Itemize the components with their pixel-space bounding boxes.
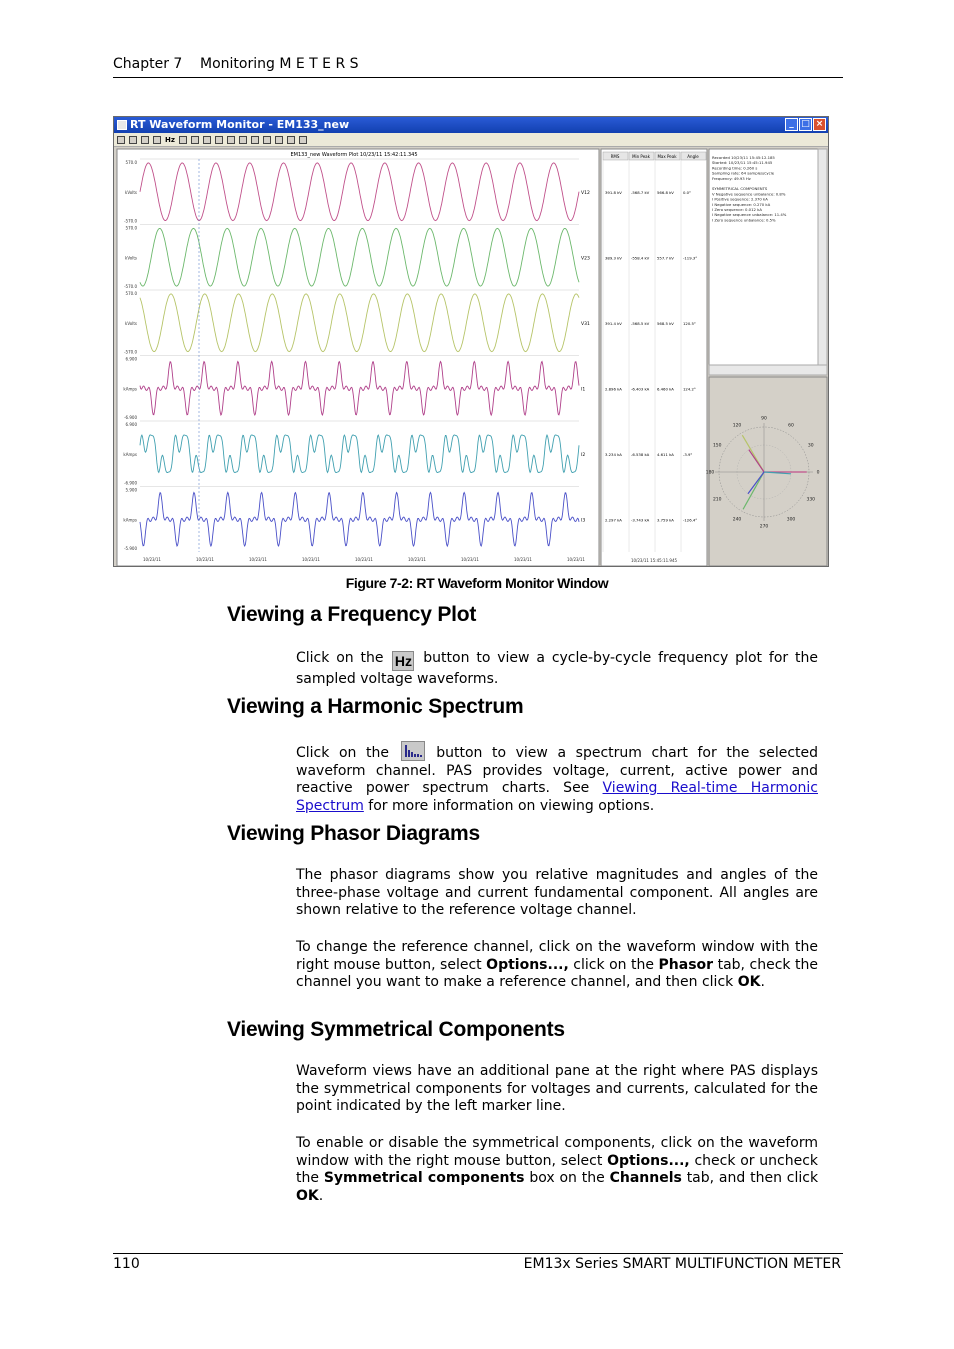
phasor-paragraph-1: The phasor diagrams show you relative magnitudes and angles of the three-phase voltage and current fundamental component. All angles are shown relative to the reference voltage channel. — [296, 867, 818, 919]
axis-unit-label: kVolts — [125, 189, 137, 195]
channel-label: V23 — [581, 256, 590, 262]
play-icon[interactable] — [263, 136, 271, 144]
table-footer-label: 10/23/11 15:45:11.945 — [630, 558, 678, 563]
axis-bottom-label: -6.900 — [124, 480, 137, 486]
waveform-plot-area — [114, 147, 829, 567]
stop-icon[interactable] — [275, 136, 283, 144]
page-number: 110 — [113, 1256, 140, 1272]
axis-bottom-label: -570.0 — [124, 218, 137, 224]
time-axis-label: 10/23/11 — [196, 557, 214, 562]
table-cell: 391.4 kV — [605, 320, 622, 326]
table-icon[interactable] — [117, 136, 125, 144]
symmetrical-paragraph-1: Waveform views have an additional pane at the right where PAS displays the symmetrical components for voltages and currents, calculated for the point indicated by the left marker line. — [296, 1063, 818, 1115]
table-cell: -3.743 kA — [631, 517, 650, 523]
table-cell: -126.4° — [683, 517, 698, 523]
grid-icon[interactable] — [129, 136, 137, 144]
phasor-angle-label: 240 — [732, 517, 742, 523]
marker-icon[interactable] — [227, 136, 235, 144]
table-cell: 6.460 kA — [657, 386, 674, 392]
table-cell: 3.759 kA — [657, 517, 674, 523]
table-cell: 2.896 kA — [605, 386, 622, 392]
channel-label: I2 — [581, 452, 586, 458]
table-cell: 120.5° — [683, 320, 696, 326]
info-line: I Zero sequence unbalance: 0.5% — [712, 217, 776, 223]
hz-button-icon: Hz — [392, 651, 414, 671]
axis-top-label: 6.900 — [125, 422, 137, 427]
channel-label: I3 — [581, 518, 586, 524]
axis-bottom-label: -570.0 — [124, 349, 137, 355]
axis-unit-label: kVolts — [125, 255, 137, 261]
phasor-angle-label: 0 — [816, 470, 820, 476]
channel-label: V12 — [581, 190, 590, 196]
zoom-out-icon[interactable] — [215, 136, 223, 144]
table-cell: -119.3° — [683, 255, 698, 261]
info-line: Recording time: 0.260 s — [712, 165, 758, 171]
window-toolbar — [114, 133, 828, 147]
frequency-hz-button[interactable]: Hz — [165, 135, 175, 144]
table-cell: -6.538 kA — [631, 451, 650, 457]
window-title: RT Waveform Monitor - EM133_new — [130, 118, 350, 131]
table-cell: -568.7 kV — [631, 189, 650, 195]
time-axis-label: 10/23/11 — [461, 557, 479, 562]
chapter-title: Monitoring M E T E R S — [200, 56, 359, 72]
table-header-label: Angle — [687, 154, 699, 159]
minimize-button[interactable]: _ — [785, 118, 798, 131]
phasor-angle-label: 90 — [761, 416, 767, 422]
table-cell: 557.7 kV — [657, 255, 674, 261]
harmonic-spectrum-link[interactable]: Viewing Real-time Harmonic Spectrum — [296, 780, 818, 814]
axis-unit-label: kAmps — [123, 386, 137, 392]
axis-top-label: 570.0 — [125, 225, 137, 231]
table-cell: 568.5 kV — [657, 320, 674, 326]
page-footer — [113, 1253, 843, 1275]
phasor-angle-label: 330 — [806, 497, 816, 503]
time-axis-label: 10/23/11 — [143, 557, 161, 562]
chapter-label: Chapter 7 — [113, 56, 183, 72]
table-cell: 0.0° — [683, 189, 691, 195]
info-line: Sampling rate: 64 samples/cycle — [712, 170, 775, 176]
table-cell: 3.234 kA — [605, 451, 622, 457]
table-cell: -558.4 kV — [631, 255, 650, 261]
harmonic-paragraph: Click on the button to view a spectrum chart for the selected waveform channel. PAS provides voltage, current, active power and reactive power spectrum charts. See Viewing Real-time Harmonic Spectrum for more information on viewing options. — [296, 741, 818, 815]
table-cell: -6.403 kA — [631, 386, 650, 392]
spectrum-button-icon — [401, 741, 425, 761]
frequency-paragraph: Click on the Hz button to view a cycle-by-cycle frequency plot for the sampled voltage waveforms. — [296, 650, 818, 687]
info-line: Started: 10/23/11 15:45:11.945 — [712, 160, 773, 166]
axis-unit-label: kVolts — [125, 320, 137, 326]
heading-phasor-diagrams: Viewing Phasor Diagrams — [227, 822, 480, 845]
close-button[interactable]: × — [813, 118, 826, 131]
axis-bottom-label: -570.0 — [124, 284, 137, 289]
maximize-button[interactable]: □ — [799, 118, 812, 131]
phasor-angle-label: 210 — [712, 497, 722, 503]
table-cell: 389.3 kV — [605, 255, 622, 261]
window-titlebar — [114, 117, 828, 133]
axis-top-label: 570.0 — [125, 291, 137, 296]
channels-icon[interactable] — [179, 136, 187, 144]
overlap-icon[interactable] — [191, 136, 199, 144]
axis-top-label: 5.900 — [125, 487, 137, 493]
zoom-in-icon[interactable] — [203, 136, 211, 144]
app-icon — [117, 120, 127, 130]
previous-icon[interactable] — [239, 136, 247, 144]
table-cell: 4.611 kA — [657, 451, 674, 457]
info-line: I Zero sequence: 0.012 kA — [712, 207, 762, 212]
symmetrical-paragraph-2: To enable or disable the symmetrical components, click on the waveform window with the right mouse button, select Options..., check or uncheck the Symmetrical components box on the Channels tab, and then click OK. — [296, 1135, 819, 1204]
heading-frequency-plot: Viewing a Frequency Plot — [227, 603, 477, 626]
time-axis-label: 10/23/11 — [514, 557, 532, 562]
phasor-paragraph-2: To change the reference channel, click on the waveform window with the right mouse button, select Options..., click on the Phasor tab, check the channel you want to make a reference channel, and then click OK. — [296, 939, 818, 991]
time-axis-label: 10/23/11 — [249, 557, 267, 562]
phasor-angle-label: 300 — [786, 517, 796, 523]
time-axis-label: 10/23/11 — [355, 557, 373, 562]
table-cell: 2.297 kA — [605, 517, 622, 523]
table-cell: 124.2° — [683, 386, 696, 392]
channel-label: I1 — [581, 387, 586, 393]
phasor-angle-label: 60 — [788, 423, 794, 429]
figure-caption: Figure 7-2: RT Waveform Monitor Window — [345, 575, 609, 591]
spectrum-icon[interactable] — [141, 136, 149, 144]
plot-title: EM133_new Waveform Plot 10/23/11 15:42:11.345 — [290, 152, 418, 158]
axis-unit-label: kAmps — [123, 517, 137, 523]
info-line: SYMMETRICAL COMPONENTS — [712, 186, 768, 192]
table-cell: -3.9° — [683, 451, 693, 457]
time-axis-label: 10/23/11 — [567, 557, 585, 562]
print-icon[interactable] — [287, 136, 295, 144]
axis-unit-label: kAmps — [123, 451, 137, 457]
axis-bottom-label: -5.900 — [124, 546, 137, 551]
table-header-label: Min Peak — [632, 154, 650, 159]
table-cell: 391.8 kV — [605, 189, 622, 195]
info-line: I Negative sequence: 0.270 kA — [712, 201, 771, 207]
info-line: Recorded 10/23/11 15:45:12.185 — [712, 155, 775, 160]
axis-top-label: 570.0 — [125, 160, 137, 165]
next-icon[interactable] — [251, 136, 259, 144]
heading-symmetrical-components: Viewing Symmetrical Components — [227, 1018, 565, 1041]
heading-harmonic-spectrum: Viewing a Harmonic Spectrum — [227, 695, 524, 718]
axis-bottom-label: -6.900 — [124, 415, 137, 420]
phasor-icon[interactable] — [153, 136, 161, 144]
time-axis-label: 10/23/11 — [408, 557, 426, 562]
page-header — [113, 56, 843, 78]
table-cell: -568.5 kV — [631, 320, 650, 326]
info-line: I Negative sequence unbalance: 11.4% — [712, 212, 787, 218]
axis-top-label: 6.900 — [125, 356, 137, 362]
table-header-label: RMS — [610, 154, 620, 159]
phasor-angle-label: 150 — [712, 443, 722, 449]
waveform-monitor-screenshot — [113, 116, 829, 567]
info-line: V Negative sequence unbalance: 0.8% — [712, 191, 786, 197]
info-line: I Positive sequence: 2.370 kA — [712, 196, 768, 202]
table-header-label: Max Peak — [657, 154, 677, 159]
time-axis-label: 10/23/11 — [302, 557, 320, 562]
phasor-angle-label: 180 — [705, 470, 715, 476]
phasor-angle-label: 120 — [732, 423, 742, 429]
channel-label: V31 — [581, 321, 590, 327]
phasor-angle-label: 30 — [807, 443, 814, 449]
product-name: EM13x Series SMART MULTIFUNCTION METER — [523, 1256, 841, 1272]
table-cell: 566.8 kV — [657, 189, 674, 195]
phasor-angle-label: 270 — [759, 524, 769, 530]
info-line: Frequency: 49.93 Hz — [712, 175, 751, 181]
help-icon[interactable] — [299, 136, 307, 144]
